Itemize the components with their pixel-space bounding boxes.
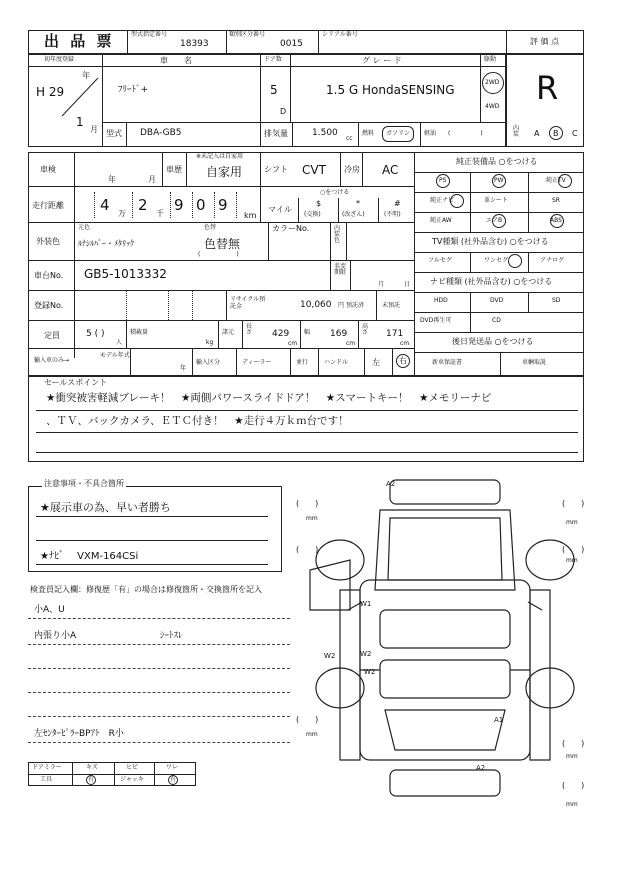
fuel-label: 燃料 [362, 130, 375, 137]
fuel-value: ガソリン [386, 130, 411, 137]
unknown-bottom: (不明) [384, 211, 401, 218]
marker-a2-bottom: A2 [476, 764, 486, 772]
model-year-unit: 年 [180, 365, 187, 372]
later-manual: 車輌取説 [522, 359, 547, 366]
alter-bottom: (改ざん) [342, 211, 365, 218]
serial-label: シリアル番号 [322, 31, 358, 38]
interior-grade-a: A [534, 129, 540, 138]
interior-grade-c: C [572, 129, 578, 138]
chassis-value: GB5-1013332 [84, 267, 167, 281]
shaken-label: 車検 [40, 165, 56, 174]
marker-w2-left: W2 [324, 652, 336, 660]
navi-dvd: DVD [490, 297, 504, 304]
mileage-digit-5: 9 [218, 196, 228, 214]
mm-tl: mm [306, 515, 318, 522]
month-unit: 月 [90, 125, 98, 134]
marker-w2-mid: W2 [360, 650, 372, 658]
first-reg-era: H 29 [36, 85, 65, 99]
bottom-jack: ジャッキ [120, 776, 144, 783]
equip-tv: 純正TV [546, 177, 566, 184]
car-name: ﾌﾘｰﾄﾞ+ [118, 85, 149, 95]
tv-analog: アナログ [540, 257, 565, 264]
notes-label: 注意事項・不具合箇所 [44, 479, 124, 488]
bottom-tools-val: 有 [88, 776, 95, 783]
repaint-label: 色替 [204, 224, 217, 231]
history-label: 車歴 [166, 165, 182, 174]
load-kg: kg [206, 339, 214, 346]
equipment-title: 純正装備品 ○をつける [456, 157, 538, 166]
mileage-digit-1: 4 [100, 196, 110, 214]
aircon-value: AC [382, 163, 399, 177]
marker-a1: A1 [494, 716, 504, 724]
dvd-play: DVD再生可 [420, 317, 452, 324]
length-cm: cm [288, 340, 298, 347]
recycle-label: リサイクル預託金 [230, 296, 266, 311]
shaken-month-unit: 月 [148, 175, 156, 184]
capacity-value: 5 ( ) [86, 329, 105, 339]
notes-line-3: ★ﾅﾋﾞ VXM-164CSi [40, 551, 139, 562]
equip-ps: PS [439, 177, 447, 184]
tv-oneseg-circle [508, 254, 522, 268]
repaint-value: 色替無 [204, 237, 241, 251]
navi-title: ナビ種類 (社外品含む) ○をつける [430, 277, 553, 286]
width-cm: cm [346, 340, 356, 347]
mile-label: マイル [268, 205, 292, 214]
interior-label: 内装 [513, 125, 520, 138]
import-type-label: 輸入区分 [196, 359, 221, 366]
first-reg-label: 初年度登録 [44, 56, 75, 63]
door-type: D [280, 107, 287, 116]
aircon-label: 冷房 [344, 165, 360, 174]
tv-title: TV種類 (社外品含む) ○をつける [432, 237, 549, 246]
first-reg-month: 1 [76, 115, 84, 129]
navi-hdd: HDD [434, 297, 448, 304]
history-note: ※未記入は自家用 [196, 153, 244, 160]
recycle-value: 10,060 [300, 300, 332, 310]
inspector-line-6: 左ｾﾝﾀｰﾋﾟﾗｰBPｱﾄ R小 [34, 729, 124, 739]
mm-bracket-bl: ( ) [296, 715, 319, 724]
equip-sr: SR [552, 197, 560, 204]
cc-unit: cc [346, 135, 353, 142]
mileage-digit-2: 2 [138, 196, 148, 214]
mm-tr: mm [566, 519, 578, 526]
width-label: 幅 [304, 329, 311, 336]
shift-value: CVT [302, 163, 326, 177]
light-oil-label: 軽油 [424, 130, 437, 137]
bottom-jack-val: 有 [170, 776, 177, 783]
form-title: 出 品 票 [44, 32, 115, 50]
alter-top: * [356, 199, 360, 208]
equip-aw: 純正AW [430, 217, 452, 224]
cert-label: 諸元 [222, 329, 235, 336]
model-year-label: モデル年式 [100, 352, 130, 359]
bottom-header-1: ドアミラー [32, 764, 62, 771]
light-oil-bracket: ( ) [448, 130, 483, 137]
import-parallel: 並行 [296, 359, 309, 366]
inspector-label: 検査員記入欄：修復歴「有」の場合は修復箇所・交換箇所を記入 [30, 585, 262, 594]
equip-pw: PW [494, 177, 504, 184]
exchange-bottom: (交換) [304, 211, 321, 218]
notes-line-1: ★展示車の為、早い者勝ち [40, 501, 171, 514]
name-change-month: 月 [378, 281, 385, 288]
drive-2wd: 2WD [485, 79, 500, 86]
navi-sd: SD [552, 297, 561, 304]
colorno-label: カラーNo. [272, 224, 310, 233]
drive-label: 駆動 [484, 56, 497, 63]
equip-abs: ABS [550, 217, 562, 224]
mm-bottom: mm [566, 801, 578, 808]
registration-label: 登録No. [34, 301, 64, 310]
marker-w1: W1 [360, 600, 372, 608]
import-dealer: ディーラー [242, 359, 272, 366]
name-change-label: 名変期限 [334, 263, 347, 276]
ruibetsu-label: 類別区分番号 [229, 31, 266, 38]
equip-leather: 革シート [484, 197, 509, 204]
mileage-man: 万 [118, 209, 126, 218]
navi-cd: CD [492, 317, 501, 324]
later-warranty: 新車保証書 [432, 359, 463, 366]
mileage-sen: 千 [156, 209, 164, 218]
height-value: 171 [386, 329, 404, 339]
car-diagram [290, 470, 590, 810]
handle-left: 左 [372, 358, 380, 367]
grade-label: グ レ ー ド [362, 56, 402, 65]
mileage-digit-4: 0 [196, 196, 206, 214]
height-cm: cm [400, 340, 410, 347]
drive-4wd: 4WD [485, 103, 500, 110]
inspector-line-2: 内張り小A ｼｰﾄｽﾚ [34, 631, 183, 641]
grade-value: 1.5 G HondaSENSING [326, 83, 455, 97]
mileage-circle-note: ○をつける [320, 189, 350, 196]
length-value: 429 [272, 329, 290, 339]
mm-bracket-bottom: ( ) [562, 781, 585, 790]
chassis-label: 車台No. [34, 271, 64, 280]
capacity-label: 定員 [44, 331, 60, 340]
model-value: DBA-GB5 [140, 128, 182, 138]
mm-bracket-mr: ( ) [562, 545, 585, 554]
tv-fullseg: フルセグ [428, 257, 452, 264]
mm-bracket-br: ( ) [562, 739, 585, 748]
hyoka-value: R [536, 69, 559, 107]
door-label: ドア数 [264, 56, 282, 63]
mm-bl: mm [306, 731, 318, 738]
sales-line-2: 、ＴＶ、バックカメラ、ＥＴＣ付き！ ★走行４万ｋｍ台です！ [46, 415, 349, 427]
length-label: 長さ [246, 323, 253, 336]
interior-grade-b: B [553, 129, 559, 138]
unknown-top: # [394, 199, 401, 208]
sales-line-1: ★衝突被害軽減ブレーキ！ ★両側パワースライドドア！ ★スマートキー！ ★メモリーナビ [46, 392, 492, 404]
bottom-header-3: ヒビ [126, 764, 139, 771]
interior-color-label: 内装色 [334, 225, 341, 244]
repaint-paren: ( ) [198, 251, 239, 258]
marker-a2-top: A2 [386, 480, 396, 488]
equip-airbag: エアB [486, 217, 503, 224]
recycle-status: 預託済 [346, 302, 365, 309]
mm-bracket-tr: ( ) [562, 499, 585, 508]
mm-br: mm [566, 753, 578, 760]
year-unit: 年 [82, 71, 90, 80]
car-name-label: 車 名 [160, 56, 192, 65]
mileage-digit-3: 9 [174, 196, 184, 214]
exchange-top: $ [316, 199, 322, 208]
sales-label: セールスポイント [44, 378, 108, 387]
marker-w2-low: W2 [364, 668, 376, 676]
ruibetsu-value: 0015 [280, 39, 303, 49]
mm-mr: mm [566, 557, 578, 564]
recycle-unit: 円 [338, 302, 345, 309]
door-value: 5 [270, 83, 278, 97]
bottom-header-2: キズ [86, 764, 98, 771]
equip-navi: 純正ナビ [430, 197, 455, 204]
import-label: 輸入車のみ→ [34, 357, 70, 364]
bottom-header-4: ワレ [166, 764, 179, 771]
ninshiki-label: 型式指定番号 [131, 31, 168, 38]
orig-color-value: ﾙﾅｼﾙﾊﾞｰ・ﾒﾀﾘｯｸ [78, 239, 134, 248]
model-label: 型式 [106, 129, 122, 138]
history-value: 自家用 [206, 165, 243, 179]
height-label: 高さ [362, 323, 369, 336]
mileage-label: 走行距離 [32, 201, 64, 210]
name-change-day: 日 [404, 281, 411, 288]
mileage-km: km [244, 211, 257, 220]
width-value: 169 [330, 329, 348, 339]
bottom-tools: 工具 [40, 776, 53, 783]
mm-bracket-ml: ( ) [296, 545, 319, 554]
tv-oneseg: ワンセグ [484, 257, 509, 264]
shaken-year-unit: 年 [108, 175, 116, 184]
displacement-value: 1.500 [312, 128, 338, 138]
shift-label: シフト [264, 165, 288, 174]
handle-label: ハンドル [324, 359, 349, 366]
later-title: 後日発送品 ○をつける [452, 337, 534, 346]
load-label: 積載量 [130, 329, 149, 336]
handle-right: 右 [399, 356, 407, 365]
recycle-status2: 未預託 [382, 302, 401, 309]
diagonal-line [60, 76, 100, 118]
mm-bracket-tl: ( ) [296, 499, 319, 508]
ninshiki-value: 18393 [180, 39, 209, 49]
exterior-color-label: 外装色 [36, 237, 60, 246]
capacity-person: 人 [116, 339, 123, 346]
inspector-line-1: 小A、U [34, 605, 65, 615]
displacement-label: 排気量 [264, 129, 288, 138]
orig-color-label: 元色 [78, 224, 91, 231]
hyoka-label: 評 価 点 [530, 37, 560, 46]
